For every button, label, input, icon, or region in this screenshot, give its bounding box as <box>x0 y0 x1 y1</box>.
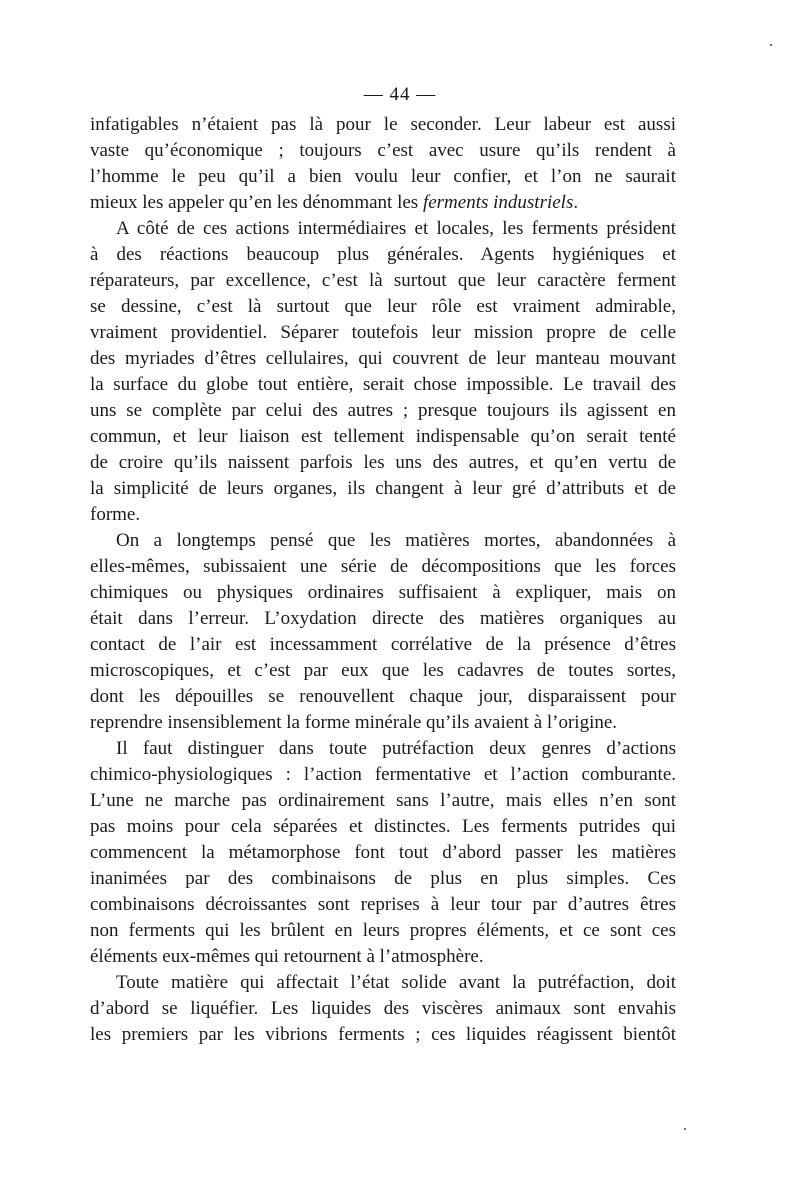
text-line: l’homme le peu qu’il a bien voulu leur confier, et l’on ne saurait <box>90 166 676 187</box>
text-line: microscopiques, et c’est par eux que les cadavres de toutes sortes, <box>90 660 676 681</box>
text-line: vaste qu’économique ; toujours c’est avec usure qu’ils rendent à <box>90 140 676 161</box>
text-line: de croire qu’ils naissent parfois les uns des autres, et qu’en vertu de <box>90 452 676 473</box>
line-prefix: mieux les appeler qu’en les dénommant les <box>90 192 423 213</box>
line-suffix: . <box>573 192 579 213</box>
text-line: commun, et leur liaison est tellement indispensable qu’on serait tenté <box>90 426 676 447</box>
scan-speck <box>684 1128 686 1130</box>
text-line <box>90 190 676 216</box>
text-line: la surface du globe tout entière, serait chose impossible. Le travail des <box>90 374 676 395</box>
text-line: chimiques ou physiques ordinaires suffisaient à expliquer, mais on <box>90 582 676 603</box>
text-line: combinaisons décroissantes sont reprises à leur tour par d’autres êtres <box>90 894 676 915</box>
text-line: chimico-physiologiques : l’action fermentative et l’action comburante. <box>90 764 676 785</box>
text-line: à des réactions beaucoup plus générales. Agents hygiéniques et <box>90 244 676 265</box>
text-line: contact de l’air est incessamment corrélative de la présence d’êtres <box>90 634 676 655</box>
italic-term: ferments industriels <box>422 192 574 213</box>
paragraph-2 <box>90 216 676 528</box>
text-line: dont les dépouilles se renouvellent chaque jour, disparaissent pour <box>90 686 676 707</box>
scan-speck <box>770 44 772 46</box>
text-line: était dans l’erreur. L’oxydation directe des matières organiques au <box>90 608 676 629</box>
paragraph-5 <box>90 970 676 1048</box>
text-line: Il faut distinguer dans toute putréfaction deux genres d’actions <box>116 738 676 759</box>
text-line: se dessine, c’est là surtout que leur rôle est vraiment admirable, <box>90 296 676 317</box>
text-line: réparateurs, par excellence, c’est là surtout que leur caractère ferment <box>90 270 676 291</box>
text-line: inanimées par des combinaisons de plus en plus simples. Ces <box>90 868 676 889</box>
text-line: vraiment providentiel. Séparer toutefois leur mission propre de celle <box>90 322 676 343</box>
text-line: des myriades d’êtres cellulaires, qui couvrent de leur manteau mouvant <box>90 348 676 369</box>
text-line: les premiers par les vibrions ferments ; ces liquides réagissent bientôt <box>90 1024 676 1045</box>
text-line: infatigables n’étaient pas là pour le seconder. Leur labeur est aussi <box>90 114 676 135</box>
text-line: elles-mêmes, subissaient une série de décompositions que les forces <box>90 556 676 577</box>
paragraph-1 <box>90 112 676 216</box>
paragraph-3 <box>90 528 676 736</box>
text-line: A côté de ces actions intermédiaires et locales, les ferments président <box>116 218 676 239</box>
text-line: Toute matière qui affectait l’état solide avant la putréfaction, doit <box>116 972 676 993</box>
text-line: éléments eux-mêmes qui retournent à l’atmosphère. <box>90 946 484 967</box>
page-number: — 44 — <box>363 84 437 105</box>
text-line: forme. <box>90 504 141 525</box>
text-line: commencent la métamorphose font tout d’abord passer les matières <box>90 842 676 863</box>
text-line: pas moins pour cela séparées et distinctes. Les ferments putrides qui <box>90 816 676 837</box>
text-line: non ferments qui les brûlent en leurs propres éléments, et ce sont ces <box>90 920 676 941</box>
text-line: d’abord se liquéfier. Les liquides des viscères animaux sont envahis <box>90 998 676 1019</box>
text-line: la simplicité de leurs organes, ils changent à leur gré d’attributs et de <box>90 478 676 499</box>
text-line: uns se complète par celui des autres ; presque toujours ils agissent en <box>90 400 676 421</box>
page-body <box>90 112 676 1048</box>
paragraph-4 <box>90 736 676 970</box>
text-line: On a longtemps pensé que les matières mortes, abandonnées à <box>116 530 676 551</box>
text-line: reprendre insensiblement la forme minérale qu’ils avaient à l’origine. <box>90 712 618 733</box>
text-line: L’une ne marche pas ordinairement sans l’autre, mais elles n’en sont <box>90 790 676 811</box>
